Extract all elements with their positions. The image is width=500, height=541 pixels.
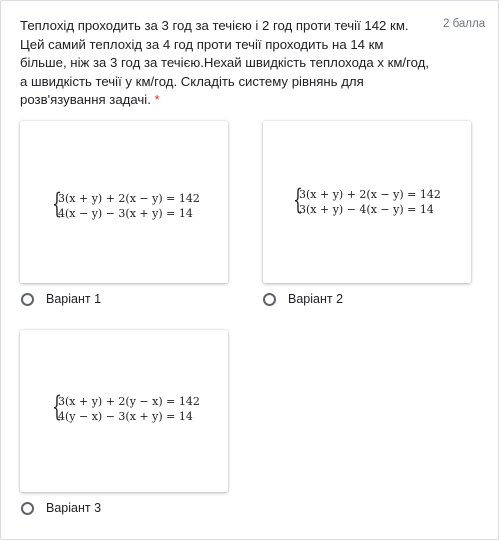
- question-body: Теплохід проходить за 3 год за течією і 2 год проти течії 142 км. Цей самий теплохід за 4 год проти течії проходить на 14 км більше, ніж за 3 год за течією.Нехай швидкість теплохода х км/год, а швидкість течії у км/год. Складіть систему рівнянь для розв'язування задачі.: [20, 18, 430, 107]
- equation-system: [293, 183, 441, 217]
- option-1-label[interactable]: Варіант 1: [46, 292, 102, 306]
- equation-2: 4(x − y) − 3(x + y) = 14: [58, 207, 193, 220]
- option-1-row[interactable]: [21, 289, 101, 309]
- equation-1: 3(x + y) + 2(x − y) = 142: [58, 192, 200, 205]
- points-label: 2 балла: [443, 18, 486, 30]
- equation-2: 3(x + y) − 4(x − y) = 14: [299, 203, 434, 216]
- option-2-image[interactable]: [263, 121, 471, 283]
- equation-system: [52, 187, 200, 221]
- option-3-image[interactable]: [20, 330, 228, 492]
- brace-glyph: {: [52, 187, 62, 220]
- brace-glyph: {: [52, 390, 62, 423]
- option-2-row[interactable]: [263, 289, 343, 309]
- equation-1: 3(x + y) + 2(x − y) = 142: [299, 188, 441, 201]
- option-3-label[interactable]: Варіант 3: [46, 501, 102, 515]
- equation-system: [52, 390, 200, 424]
- question-text: [20, 17, 430, 110]
- option-1-image[interactable]: [20, 121, 228, 283]
- radio-button-option-3[interactable]: [21, 502, 34, 515]
- required-asterisk: *: [154, 92, 160, 107]
- radio-button-option-1[interactable]: [21, 293, 34, 306]
- brace-glyph: {: [293, 183, 303, 216]
- radio-button-option-2[interactable]: [263, 293, 276, 306]
- equation-1: 3(x + y) + 2(y − x) = 142: [58, 395, 200, 408]
- option-2-label[interactable]: Варіант 2: [288, 292, 344, 306]
- equation-2: 4(y − x) − 3(x + y) = 14: [58, 410, 193, 423]
- option-3-row[interactable]: [21, 498, 101, 518]
